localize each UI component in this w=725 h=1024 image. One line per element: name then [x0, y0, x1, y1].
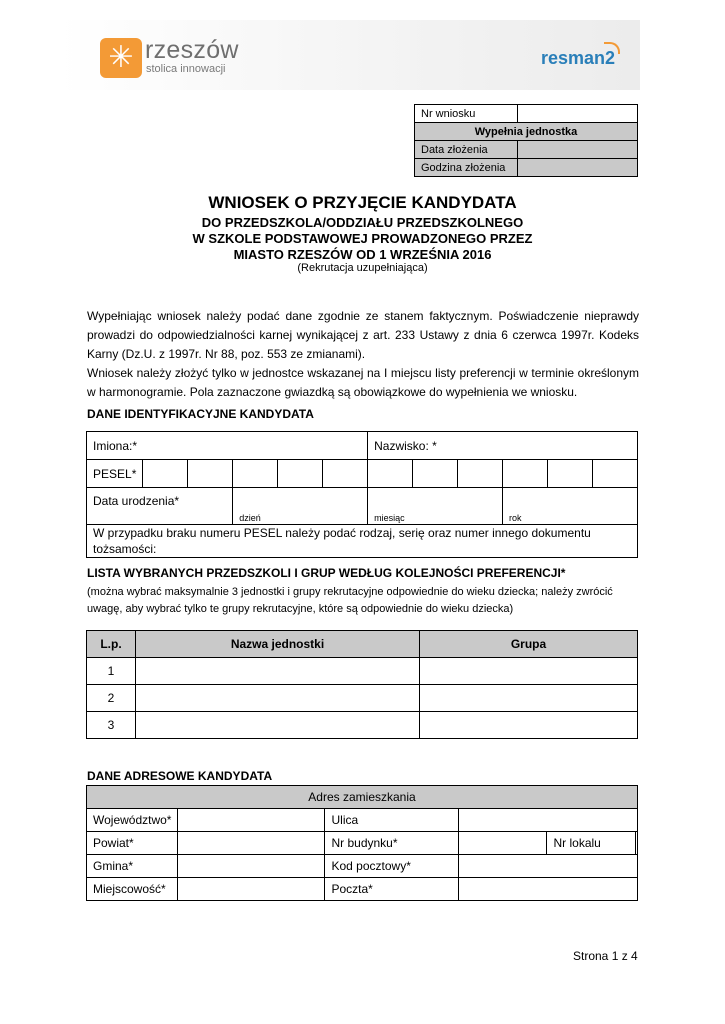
- no-pesel-label: W przypadku braku numeru PESEL należy podać rodzaj, serię oraz numer innego dokumentu tożsamości:: [93, 526, 591, 556]
- birth-year-field[interactable]: [502, 488, 637, 525]
- voivodeship-label: Województwo*: [87, 809, 178, 832]
- logo-subtitle: stolica innowacji: [146, 63, 226, 75]
- apartment-label: Nr lokalu: [547, 832, 636, 854]
- table-row: [87, 712, 638, 739]
- pesel-digit[interactable]: [592, 460, 637, 488]
- building-number-label: Nr budynku*: [325, 832, 459, 855]
- fill-by-unit: Wypełnia jednostka: [415, 123, 638, 141]
- unit-name-field[interactable]: [136, 658, 420, 685]
- group-field[interactable]: [420, 712, 638, 739]
- row-number: 1: [87, 658, 136, 685]
- table-row: [87, 685, 638, 712]
- city-field[interactable]: [178, 878, 325, 901]
- apartment-cell: [547, 832, 638, 855]
- pesel-digit[interactable]: [413, 460, 458, 488]
- group-field[interactable]: [420, 658, 638, 685]
- unit-name-field[interactable]: [136, 712, 420, 739]
- label-nr: Nr wniosku: [415, 105, 518, 123]
- address-heading: DANE ADRESOWE KANDYDATA: [87, 769, 273, 783]
- preferences-table: [86, 630, 638, 739]
- title-line-4: MIASTO RZESZÓW OD 1 WRZEŚNIA 2016: [233, 247, 492, 262]
- application-number-table: [414, 104, 638, 177]
- table-row: [87, 658, 638, 685]
- row-number: 3: [87, 712, 136, 739]
- pesel-digit[interactable]: [458, 460, 503, 488]
- label-date: Data złożenia: [415, 141, 518, 159]
- unit-name-field[interactable]: [136, 685, 420, 712]
- col-unit-name: Nazwa jednostki: [136, 631, 420, 658]
- day-label: dzień: [239, 513, 261, 523]
- commune-field[interactable]: [178, 855, 325, 878]
- group-field[interactable]: [420, 685, 638, 712]
- intro-paragraph-1: Wypełniając wniosek należy podać dane zgodnie ze stanem faktycznym. Poświadczenie nieprawdy prowadzi do odpowiedzialności karnej wynikającej z art. 233 Ustawy z dnia 6 czerwca 1997r. Kodeks Karny (Dz.U. z 1997r. Nr 88, poz. 553 ze zmianami).: [87, 309, 639, 361]
- page-number: Strona 1 z 4: [573, 949, 638, 963]
- row-number: 2: [87, 685, 136, 712]
- nr-field[interactable]: [518, 105, 638, 123]
- pesel-digit[interactable]: [323, 460, 368, 488]
- month-label: miesiąc: [374, 513, 405, 523]
- partner-logo: resman2: [541, 48, 616, 68]
- voivodeship-field[interactable]: [178, 809, 325, 832]
- birth-month-field[interactable]: [368, 488, 503, 525]
- preferences-heading: LISTA WYBRANYCH PRZEDSZKOLI I GRUP WEDŁUG KOLEJNOŚCI PREFERENCJI*: [87, 566, 566, 580]
- identity-heading: DANE IDENTYFIKACYJNE KANDYDATA: [87, 407, 314, 421]
- first-names-label: Imiona:*: [93, 438, 138, 453]
- surname-field[interactable]: [368, 432, 638, 460]
- county-label: Powiat*: [87, 832, 178, 855]
- apartment-field[interactable]: [636, 832, 637, 854]
- pesel-digit[interactable]: [143, 460, 188, 488]
- no-pesel-field[interactable]: [87, 525, 638, 558]
- label-time: Godzina złożenia: [415, 159, 518, 177]
- time-field: [518, 159, 638, 177]
- birth-day-field[interactable]: [233, 488, 368, 525]
- pesel-digit[interactable]: [368, 460, 413, 488]
- city-label: Miejscowość*: [87, 878, 178, 901]
- title-line-2: DO PRZEDSZKOLA/ODDZIAŁU PRZEDSZKOLNEGO: [201, 215, 524, 230]
- surname-label: Nazwisko: *: [374, 438, 437, 453]
- col-group: Grupa: [420, 631, 638, 658]
- pesel-digit[interactable]: [188, 460, 233, 488]
- pesel-digit[interactable]: [547, 460, 592, 488]
- residence-address-heading: Adres zamieszkania: [87, 786, 638, 809]
- county-field[interactable]: [178, 832, 325, 855]
- logo-star-icon: ✳: [108, 40, 134, 75]
- building-number-field[interactable]: [459, 832, 547, 855]
- first-names-field[interactable]: [87, 432, 368, 460]
- post-office-field[interactable]: [459, 878, 638, 901]
- street-label: Ulica: [325, 809, 459, 832]
- identity-table: [86, 431, 638, 558]
- postal-code-label: Kod pocztowy*: [325, 855, 459, 878]
- intro-paragraph-2: Wniosek należy złożyć tylko w jednostce wskazanej na I miejscu listy preferencji w terminie określonym w harmonogramie. Pola zaznaczone gwiazdką są obowiązkowe do wypełnienia we wniosku.: [87, 366, 639, 399]
- document-title: WNIOSEK O PRZYJĘCIE KANDYDATA: [208, 193, 517, 212]
- date-field: [518, 141, 638, 159]
- pesel-digit[interactable]: [278, 460, 323, 488]
- post-office-label: Poczta*: [325, 878, 459, 901]
- logo-name: rzeszów: [145, 36, 239, 64]
- preferences-note: (można wybrać maksymalnie 3 jednostki i grupy rekrutacyjne odpowiednie do wieku dziecka; należy zwrócić uwagę, aby wybrać tylko te grupy rekrutacyjne, które są odpowiednie do wieku dziecka): [87, 586, 613, 615]
- title-note: (Rekrutacja uzupełniająca): [297, 262, 428, 274]
- title-line-3: W SZKOLE PODSTAWOWEJ PROWADZONEGO PRZEZ: [192, 231, 533, 246]
- pesel-digit[interactable]: [502, 460, 547, 488]
- pesel-label: PESEL*: [87, 460, 143, 488]
- postal-code-field[interactable]: [459, 855, 638, 878]
- address-table: [86, 785, 638, 901]
- commune-label: Gmina*: [87, 855, 178, 878]
- birth-date-label: Data urodzenia*: [87, 488, 233, 525]
- street-field[interactable]: [459, 809, 638, 832]
- year-label: rok: [508, 513, 522, 523]
- pesel-digit[interactable]: [233, 460, 278, 488]
- col-lp: L.p.: [87, 631, 136, 658]
- apartment-row: [547, 832, 637, 854]
